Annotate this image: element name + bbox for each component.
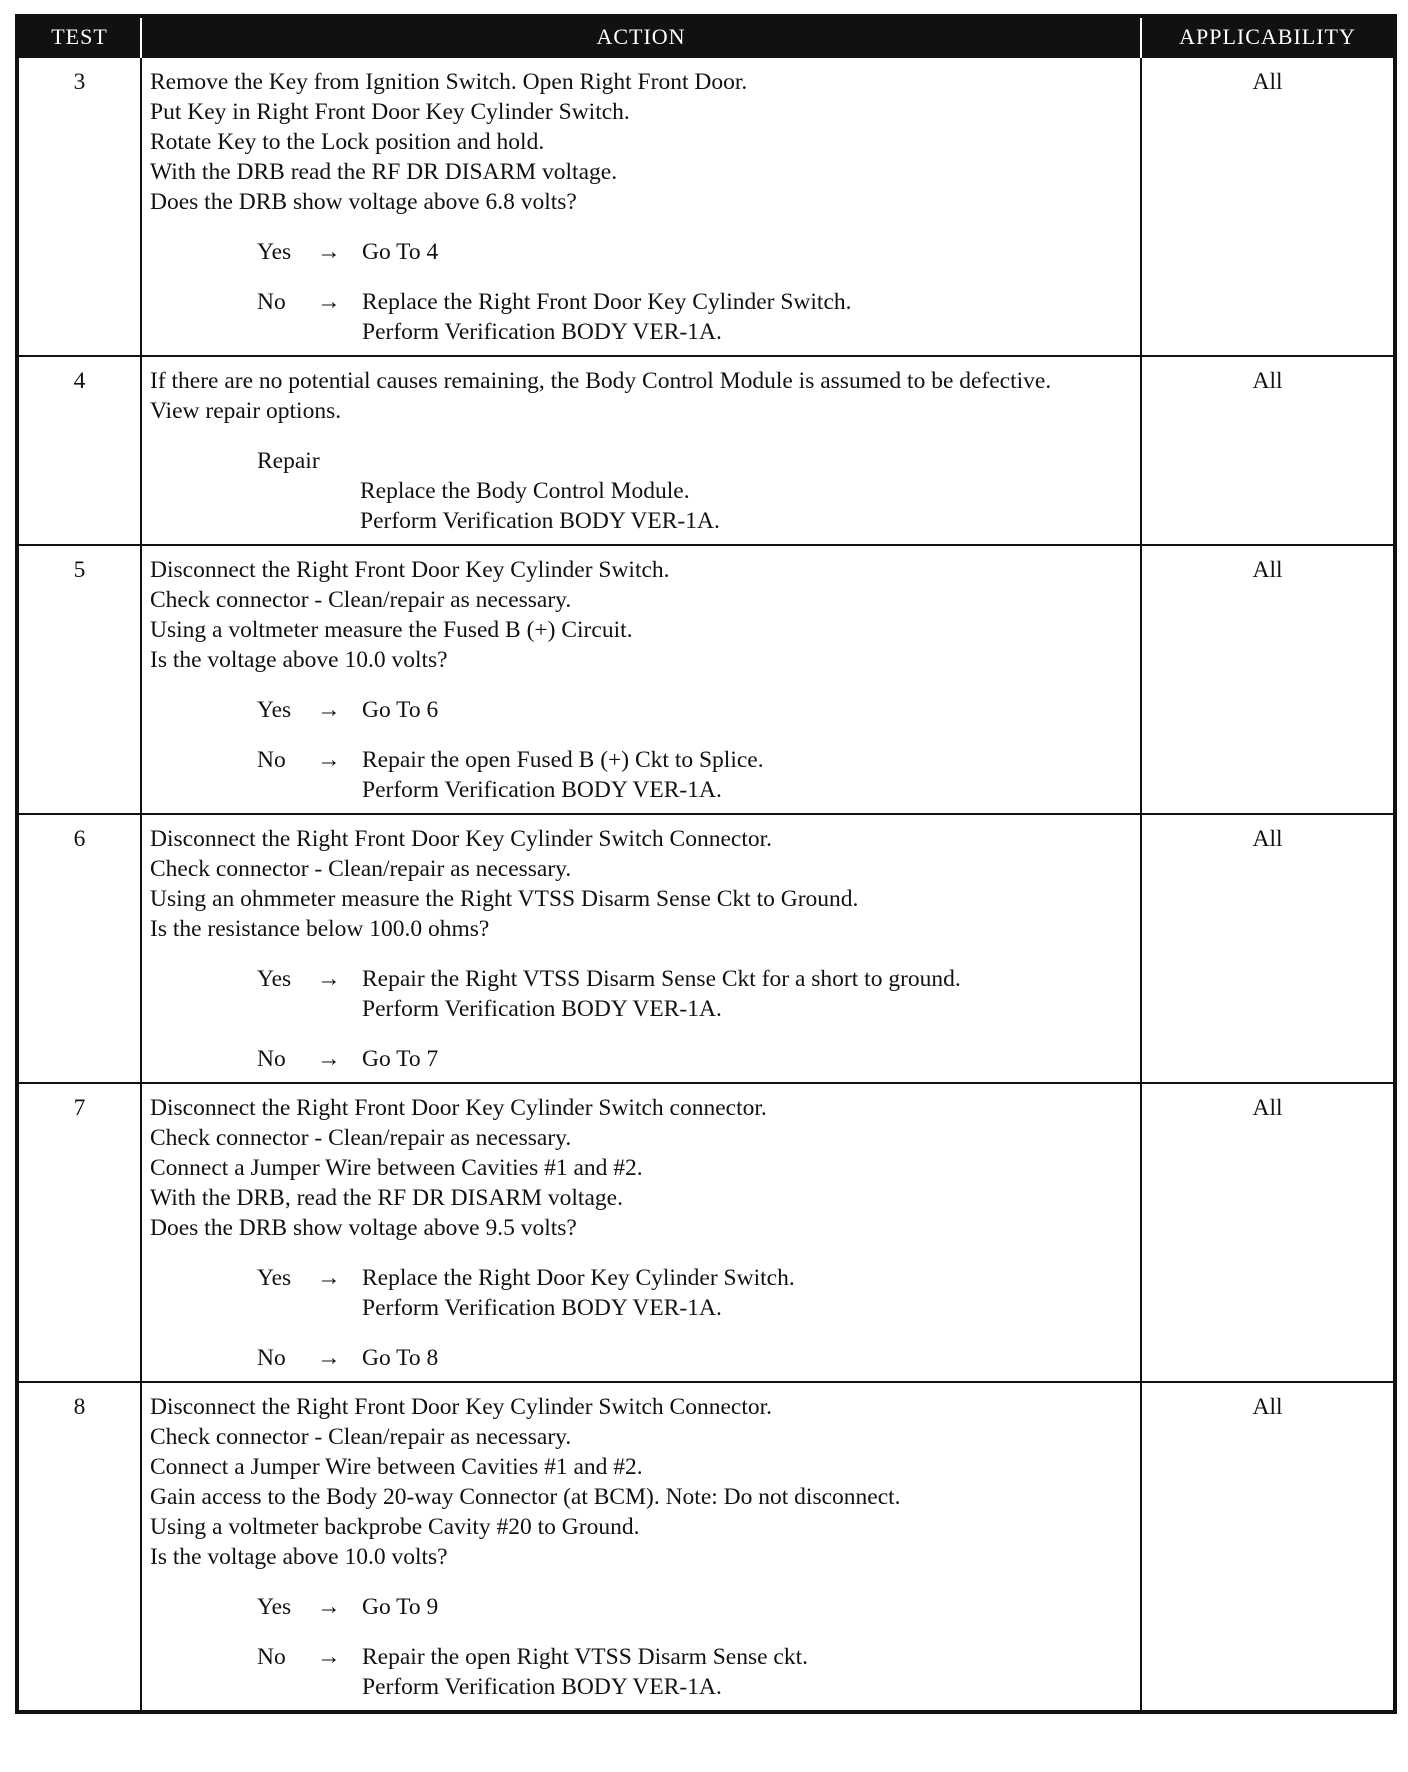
table-row <box>17 814 1395 1083</box>
table-row <box>17 1083 1395 1382</box>
yes-branch <box>150 695 1132 725</box>
yes-label: Yes <box>257 1265 292 1291</box>
action-line: Is the voltage above 10.0 volts? <box>150 647 448 673</box>
action-cell <box>141 545 1141 814</box>
action-cell <box>141 1382 1141 1712</box>
table-row <box>17 57 1395 356</box>
no-result <box>362 287 1132 347</box>
repair-line: Replace the Body Control Module. <box>360 478 690 504</box>
no-branch <box>150 1044 1132 1074</box>
result-line: Go To 8 <box>362 1345 439 1371</box>
repair-label: Repair <box>257 448 320 474</box>
applicability: All <box>1141 356 1395 545</box>
result-line: Perform Verification BODY VER-1A. <box>362 1295 722 1321</box>
test-number: 7 <box>17 1083 141 1382</box>
yes-branch <box>150 964 1132 1024</box>
result-line: Go To 4 <box>362 239 439 265</box>
action-line: Gain access to the Body 20-way Connector (at BCM). Note: Do not disconnect. <box>150 1484 901 1510</box>
yes-branch <box>150 237 1132 267</box>
repair-line: Perform Verification BODY VER-1A. <box>360 508 720 534</box>
yes-result <box>362 1592 1132 1622</box>
arrow-icon: → <box>317 289 341 315</box>
arrow-icon: → <box>317 747 341 773</box>
result-line: Repair the open Right VTSS Disarm Sense ckt. <box>362 1644 809 1670</box>
arrow-icon: → <box>317 1046 341 1072</box>
action-line: With the DRB, read the RF DR DISARM voltage. <box>150 1185 623 1211</box>
table-row <box>17 545 1395 814</box>
action-line: Check connector - Clean/repair as necessary. <box>150 856 572 882</box>
yes-result <box>362 1263 1132 1323</box>
arrow-icon: → <box>317 966 341 992</box>
no-branch <box>150 745 1132 805</box>
test-number: 6 <box>17 814 141 1083</box>
repair-steps <box>257 476 1132 536</box>
no-branch <box>150 1642 1132 1702</box>
result-line: Perform Verification BODY VER-1A. <box>362 996 722 1022</box>
action-line: Does the DRB show voltage above 9.5 volts? <box>150 1215 577 1241</box>
yes-label: Yes <box>257 1594 292 1620</box>
arrow-icon: → <box>317 1345 341 1371</box>
action-cell <box>141 814 1141 1083</box>
applicability: All <box>1141 814 1395 1083</box>
yes-result <box>362 237 1132 267</box>
result-line: Replace the Right Front Door Key Cylinder Switch. <box>362 289 852 315</box>
arrow-icon: → <box>317 239 341 265</box>
repair-block <box>150 446 1132 536</box>
yes-branch <box>150 1263 1132 1323</box>
no-label: No <box>257 1345 286 1371</box>
action-cell <box>141 57 1141 356</box>
action-line: Check connector - Clean/repair as necessary. <box>150 1125 572 1151</box>
action-line: View repair options. <box>150 398 342 424</box>
action-line: Using an ohmmeter measure the Right VTSS Disarm Sense Ckt to Ground. <box>150 886 859 912</box>
action-line: Connect a Jumper Wire between Cavities #1 and #2. <box>150 1454 643 1480</box>
action-cell <box>141 356 1141 545</box>
action-line: Is the resistance below 100.0 ohms? <box>150 916 490 942</box>
action-line: Disconnect the Right Front Door Key Cylinder Switch Connector. <box>150 1394 773 1420</box>
yes-label: Yes <box>257 697 292 723</box>
no-label: No <box>257 1046 286 1072</box>
arrow-icon: → <box>317 1265 341 1291</box>
no-branch <box>150 287 1132 347</box>
action-line: Check connector - Clean/repair as necessary. <box>150 587 572 613</box>
applicability: All <box>1141 1382 1395 1712</box>
action-line: Check connector - Clean/repair as necessary. <box>150 1424 572 1450</box>
applicability: All <box>1141 1083 1395 1382</box>
result-line: Repair the Right VTSS Disarm Sense Ckt for a short to ground. <box>362 966 961 992</box>
yes-label: Yes <box>257 239 292 265</box>
arrow-icon: → <box>317 1594 341 1620</box>
arrow-icon: → <box>317 1644 341 1670</box>
action-line: Put Key in Right Front Door Key Cylinder Switch. <box>150 99 630 125</box>
result-line: Go To 9 <box>362 1594 439 1620</box>
table-row <box>17 356 1395 545</box>
action-line: Using a voltmeter backprobe Cavity #20 to Ground. <box>150 1514 640 1540</box>
header-row <box>17 16 1395 57</box>
action-line: Is the voltage above 10.0 volts? <box>150 1544 448 1570</box>
table-row <box>17 1382 1395 1712</box>
diagnostic-test-table <box>15 14 1397 1714</box>
no-result <box>362 1044 1132 1074</box>
yes-label: Yes <box>257 966 292 992</box>
no-label: No <box>257 1644 286 1670</box>
test-number: 4 <box>17 356 141 545</box>
result-line: Replace the Right Door Key Cylinder Switch. <box>362 1265 795 1291</box>
no-result <box>362 1642 1132 1702</box>
result-line: Perform Verification BODY VER-1A. <box>362 319 722 345</box>
header-applicability: APPLICABILITY <box>1141 16 1395 57</box>
applicability: All <box>1141 57 1395 356</box>
no-label: No <box>257 747 286 773</box>
result-line: Go To 7 <box>362 1046 439 1072</box>
result-line: Repair the open Fused B (+) Ckt to Splice. <box>362 747 764 773</box>
no-branch <box>150 1343 1132 1373</box>
action-cell <box>141 1083 1141 1382</box>
arrow-icon: → <box>317 697 341 723</box>
action-paragraph: If there are no potential causes remaining, the Body Control Module is assumed to be defective. <box>150 368 1052 394</box>
no-result <box>362 745 1132 805</box>
applicability: All <box>1141 545 1395 814</box>
diagnostic-test-table-page <box>15 14 1393 1714</box>
no-result <box>362 1343 1132 1373</box>
action-line: Disconnect the Right Front Door Key Cylinder Switch. <box>150 557 670 583</box>
action-line: With the DRB read the RF DR DISARM voltage. <box>150 159 618 185</box>
test-number: 5 <box>17 545 141 814</box>
yes-result <box>362 964 1132 1024</box>
yes-branch <box>150 1592 1132 1622</box>
yes-result <box>362 695 1132 725</box>
result-line: Go To 6 <box>362 697 439 723</box>
header-action: ACTION <box>141 16 1141 57</box>
header-test: TEST <box>17 16 141 57</box>
action-line: Disconnect the Right Front Door Key Cylinder Switch connector. <box>150 1095 767 1121</box>
action-line: Disconnect the Right Front Door Key Cylinder Switch Connector. <box>150 826 773 852</box>
action-line: Remove the Key from Ignition Switch. Open Right Front Door. <box>150 69 748 95</box>
test-number: 3 <box>17 57 141 356</box>
result-line: Perform Verification BODY VER-1A. <box>362 1674 722 1700</box>
result-line: Perform Verification BODY VER-1A. <box>362 777 722 803</box>
no-label: No <box>257 289 286 315</box>
action-line: Connect a Jumper Wire between Cavities #1 and #2. <box>150 1155 643 1181</box>
test-number: 8 <box>17 1382 141 1712</box>
action-line: Using a voltmeter measure the Fused B (+) Circuit. <box>150 617 633 643</box>
action-line: Rotate Key to the Lock position and hold. <box>150 129 545 155</box>
action-line: Does the DRB show voltage above 6.8 volts? <box>150 189 577 215</box>
